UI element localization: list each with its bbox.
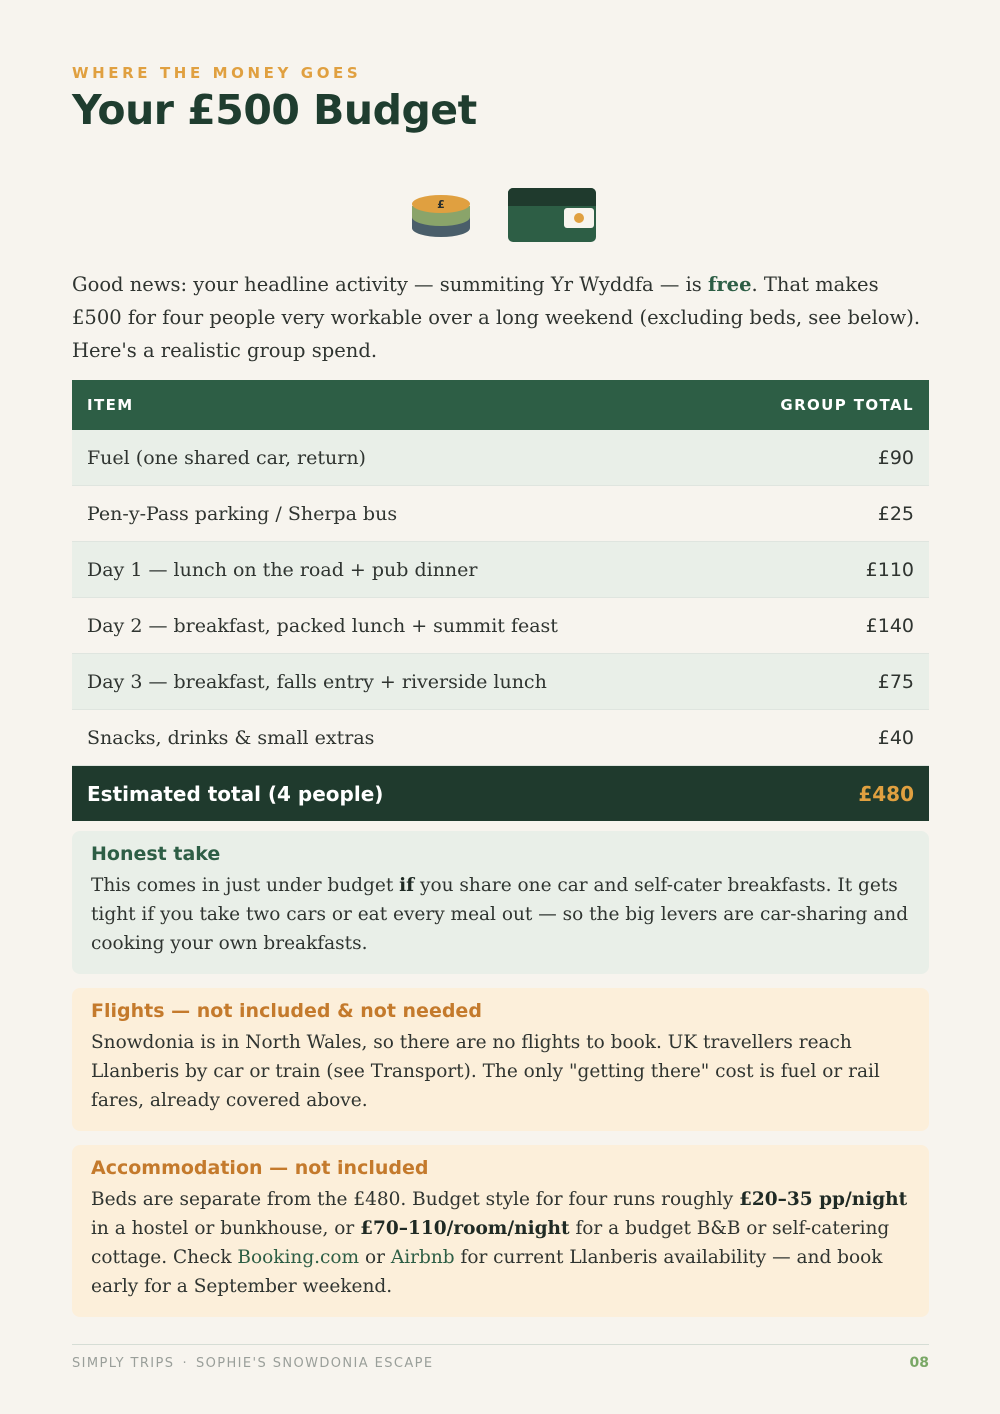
table-header-row [72,380,929,430]
coin-stack-icon [410,190,472,240]
flights-text: Snowdonia is in North Wales, so there are no flights to book. UK travellers reach Llanberis by car or train (see Transport). The only "getting there" cost is fuel or rail fares, already covered above. [91,1032,880,1111]
row-amount: £110 [718,542,929,598]
accommodation-card [72,1145,929,1317]
honest-take-title: Honest take [91,843,221,865]
table-row [72,430,929,486]
wallet-icon [508,188,596,242]
table-total-row [72,766,929,822]
airbnb-link[interactable]: Airbnb [390,1247,455,1268]
table-row [72,598,929,654]
booking-link[interactable]: Booking.com [237,1247,360,1268]
row-amount: £25 [718,486,929,542]
row-item: Day 3 — breakfast, falls entry + riverside lunch [72,654,718,710]
footer-separator: · [182,1356,188,1371]
page-title: Your £500 Budget [72,86,477,134]
section-eyebrow: WHERE THE MONEY GOES [72,64,362,82]
intro-text-end: . That makes £500 for four people very workable over a long weekend (excluding beds, see below). Here's a realistic group spend. [72,273,921,362]
footer-divider [72,1344,929,1345]
honest-take-card [72,831,929,974]
row-amount: £140 [718,598,929,654]
row-amount: £75 [718,654,929,710]
row-amount: £40 [718,710,929,766]
row-item: Fuel (one shared car, return) [72,430,718,486]
flights-card [72,988,929,1131]
intro-paragraph [72,268,929,367]
budget-table [72,380,929,821]
total-amount: £480 [718,766,929,822]
intro-text: Good news: your headline activity — summiting Yr Wyddfa — is [72,273,709,296]
table-row [72,542,929,598]
row-amount: £90 [718,430,929,486]
footer-trip: SOPHIE'S SNOWDONIA ESCAPE [195,1356,434,1371]
total-label: Estimated total (4 people) [72,766,718,822]
table-row [72,486,929,542]
illustration-row [72,188,929,244]
honest-take-text: This comes in just under budget if you share one car and self-cater breakfasts. It gets tight if you take two cars or eat every meal out — so the big levers are car-sharing and cooking your own breakfasts. [91,875,909,954]
column-header-item: ITEM [72,380,718,430]
footer-label [72,1356,433,1371]
table-row [72,710,929,766]
accommodation-text: Beds are separate from the £480. Budget style for four runs roughly £20–35 pp/night in a hostel or bunkhouse, or £70–110/room/night for a budget B&B or self-catering cottage. Check Booking.com or Airbnb for current Llanberis availability — and book early for a September weekend. [91,1189,908,1297]
row-item: Snacks, drinks & small extras [72,710,718,766]
footer-brand: SIMPLY TRIPS [72,1356,175,1371]
intro-highlight: free [708,273,752,296]
row-item: Day 2 — breakfast, packed lunch + summit feast [72,598,718,654]
column-header-total: GROUP TOTAL [718,380,929,430]
flights-title: Flights — not included & not needed [91,1000,482,1022]
page-number: 08 [909,1355,929,1371]
row-item: Day 1 — lunch on the road + pub dinner [72,542,718,598]
accommodation-title: Accommodation — not included [91,1157,429,1179]
table-row [72,654,929,710]
row-item: Pen-y-Pass parking / Sherpa bus [72,486,718,542]
coin-symbol: £ [437,198,445,211]
